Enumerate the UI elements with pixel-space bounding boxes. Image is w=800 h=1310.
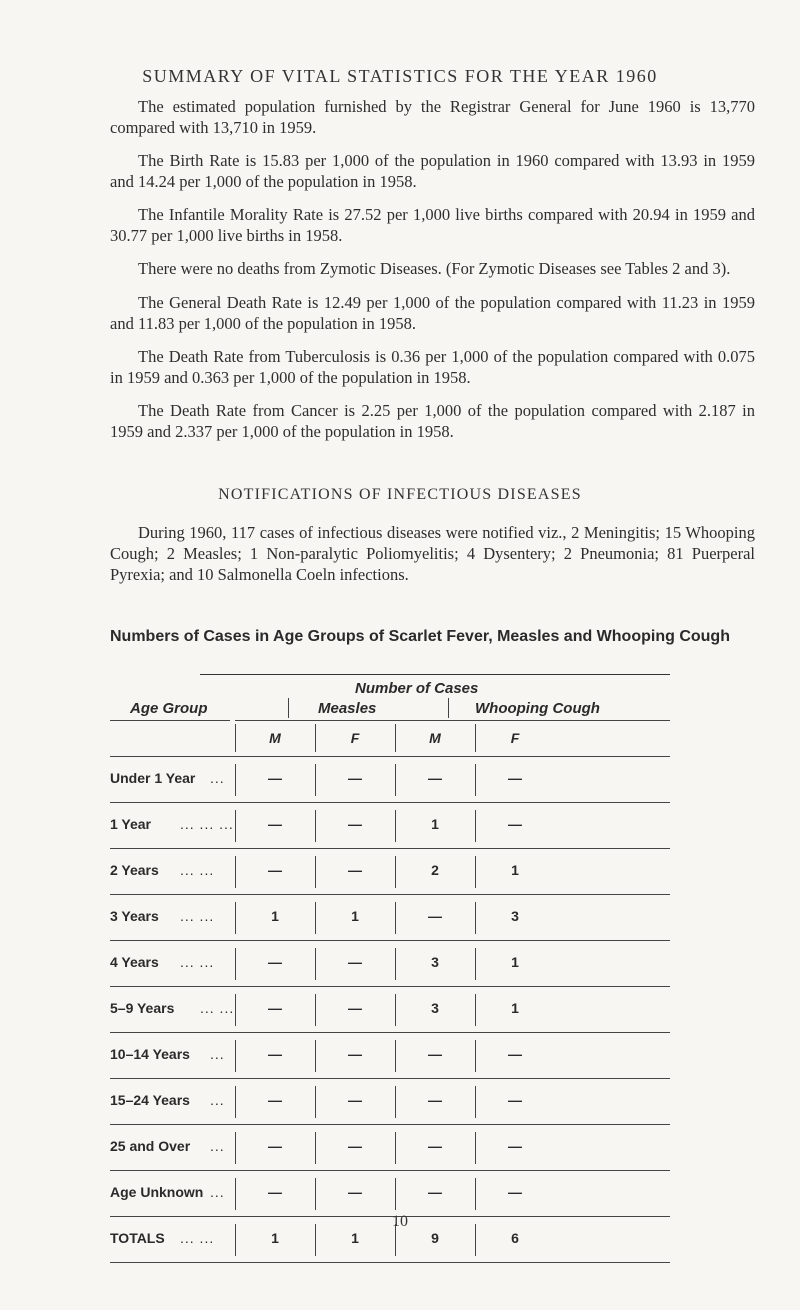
notifications-heading: NOTIFICATIONS OF INFECTIOUS DISEASES: [218, 486, 582, 503]
col-divider: [235, 1086, 236, 1118]
col-divider: [395, 1086, 396, 1118]
col-divider: [395, 856, 396, 888]
col-divider: [475, 1040, 476, 1072]
table-cell: —: [268, 1092, 282, 1108]
table-row: [110, 1124, 670, 1170]
measles-male-heading: M: [269, 730, 281, 746]
col-divider: [395, 724, 396, 752]
table-cell: —: [268, 816, 282, 832]
col-divider: [315, 1086, 316, 1118]
age-group-label: Age Unknown: [110, 1184, 204, 1200]
leader-dots: ... ...: [200, 1000, 235, 1016]
col-divider: [315, 1040, 316, 1072]
col-divider: [315, 1132, 316, 1164]
age-group-label: 1 Year: [110, 816, 152, 832]
table-cell: 1: [351, 1230, 359, 1246]
table-cell: —: [348, 1000, 362, 1016]
col-divider: [235, 1178, 236, 1210]
col-divider: [395, 810, 396, 842]
leader-dots: ... ...: [180, 862, 215, 878]
table-cell: —: [508, 1184, 522, 1200]
general-death-rate-paragraph: The General Death Rate is 12.49 per 1,000 of the population compared with 11.23 in 1959 and 11.83 per 1,000 of the population in 1958.: [110, 293, 755, 333]
table-cell: 1: [511, 862, 519, 878]
table-cell: —: [508, 1046, 522, 1062]
col-divider: [395, 1132, 396, 1164]
table-cell: —: [348, 816, 362, 832]
table-cell: —: [268, 1138, 282, 1154]
table-caption: Numbers of Cases in Age Groups of Scarlet Fever, Measles and Whooping Cough: [110, 628, 730, 645]
col-divider: [475, 1132, 476, 1164]
leader-dots: ... ...: [180, 1230, 215, 1246]
table-cell: 3: [511, 908, 519, 924]
leader-dots: ...: [210, 1092, 225, 1108]
age-group-label: Under 1 Year: [110, 770, 196, 786]
age-group-label: TOTALS: [110, 1230, 165, 1246]
table-cell: —: [268, 1184, 282, 1200]
age-group-label: 5–9 Years: [110, 1000, 175, 1016]
age-group-heading: Age Group: [130, 700, 208, 717]
table-cell: —: [428, 1092, 442, 1108]
table-cell: —: [428, 770, 442, 786]
population-paragraph: The estimated population furnished by the Registrar General for June 1960 is 13,770 compared with 13,710 in 1959.: [110, 97, 755, 137]
table-cell: —: [508, 1092, 522, 1108]
col-divider: [475, 764, 476, 796]
header-divider: [288, 698, 289, 718]
table-cell: 1: [511, 954, 519, 970]
table-cell: 3: [431, 954, 439, 970]
table-cell: —: [268, 1000, 282, 1016]
table-cell: —: [268, 1046, 282, 1062]
col-divider: [315, 948, 316, 980]
table-cell: 2: [431, 862, 439, 878]
col-divider: [475, 810, 476, 842]
table-row: [110, 894, 670, 940]
table-cell: —: [348, 862, 362, 878]
notifications-paragraph: During 1960, 117 cases of infectious diseases were notified viz., 2 Meningitis; 15 Whooping Cough; 2 Measles; 1 Non-paralytic Poliomyelitis; 4 Dysentery; 2 Pneumonia; 81 Puerperal Pyrexia; and 10 Salmonella Coeln infections.: [110, 523, 755, 584]
col-divider: [395, 902, 396, 934]
table-row: [110, 940, 670, 986]
col-divider: [395, 764, 396, 796]
birth-rate-paragraph: The Birth Rate is 15.83 per 1,000 of the population in 1960 compared with 13.93 in 1959 and 14.24 per 1,000 of the population in 1958.: [110, 151, 755, 191]
table-cell: —: [348, 1092, 362, 1108]
whooping-female-heading: F: [510, 730, 520, 746]
col-divider: [395, 948, 396, 980]
col-divider: [315, 902, 316, 934]
leader-dots: ... ...: [180, 954, 215, 970]
table-row: [110, 1170, 670, 1216]
tuberculosis-paragraph: The Death Rate from Tuberculosis is 0.36 per 1,000 of the population compared with 0.075 in 1959 and 0.363 per 1,000 of the population in 1958.: [110, 347, 755, 387]
table-cell: —: [508, 1138, 522, 1154]
table-cell: —: [428, 908, 442, 924]
col-divider: [475, 1178, 476, 1210]
table-cell: 9: [431, 1230, 439, 1246]
table-row: [110, 986, 670, 1032]
col-divider: [315, 994, 316, 1026]
col-divider: [235, 948, 236, 980]
table-cell: —: [508, 816, 522, 832]
measles-heading: Measles: [318, 700, 377, 717]
age-group-label: 3 Years: [110, 908, 159, 924]
table-cell: —: [508, 770, 522, 786]
table-top-rule: [200, 674, 670, 675]
col-divider: [235, 1040, 236, 1072]
col-divider: [235, 764, 236, 796]
table-cell: —: [268, 770, 282, 786]
col-divider: [235, 994, 236, 1026]
leader-dots: ... ...: [180, 908, 215, 924]
table-cell: —: [348, 1138, 362, 1154]
leader-dots: ...: [210, 1046, 225, 1062]
table-cell: 1: [271, 1230, 279, 1246]
row-rule: [110, 1262, 670, 1263]
col-divider: [475, 724, 476, 752]
col-divider: [235, 724, 236, 752]
whooping-cough-heading: Whooping Cough: [475, 700, 600, 717]
table-cell: —: [268, 954, 282, 970]
col-divider: [315, 724, 316, 752]
page-number: 10: [392, 1213, 408, 1230]
leader-dots: ... ... ...: [180, 816, 234, 832]
col-divider: [315, 764, 316, 796]
table-row: [110, 1078, 670, 1124]
col-divider: [315, 856, 316, 888]
whooping-male-heading: M: [429, 730, 441, 746]
table-cell: 1: [511, 1000, 519, 1016]
table-row: [110, 1032, 670, 1078]
col-divider: [475, 856, 476, 888]
table-cell: —: [348, 954, 362, 970]
col-divider: [475, 994, 476, 1026]
col-divider: [235, 810, 236, 842]
table-cell: 1: [271, 908, 279, 924]
zymotic-paragraph: There were no deaths from Zymotic Diseases. (For Zymotic Diseases see Tables 2 and 3).: [138, 259, 731, 278]
col-divider: [475, 948, 476, 980]
table-row: [110, 802, 670, 848]
age-group-label: 4 Years: [110, 954, 159, 970]
infantile-mortality-paragraph: The Infantile Morality Rate is 27.52 per 1,000 live births compared with 20.94 in 1959 and 30.77 per 1,000 live births in 1958.: [110, 205, 755, 245]
age-group-label: 25 and Over: [110, 1138, 191, 1154]
header-divider: [448, 698, 449, 718]
leader-dots: ...: [210, 1138, 225, 1154]
table-cell: 6: [511, 1230, 519, 1246]
leader-dots: ...: [210, 770, 225, 786]
page-title: SUMMARY OF VITAL STATISTICS FOR THE YEAR 1960: [142, 66, 658, 86]
table-cell: 1: [431, 816, 439, 832]
table-cell: 1: [351, 908, 359, 924]
age-group-label: 2 Years: [110, 862, 159, 878]
table-row: [110, 848, 670, 894]
col-divider: [315, 810, 316, 842]
col-divider: [395, 1040, 396, 1072]
sex-header-row: [110, 720, 670, 756]
table-cell: —: [348, 770, 362, 786]
col-divider: [475, 1086, 476, 1118]
number-of-cases-heading: Number of Cases: [355, 680, 479, 697]
col-divider: [395, 1178, 396, 1210]
col-divider: [395, 994, 396, 1026]
table-cell: —: [348, 1046, 362, 1062]
measles-female-heading: F: [350, 730, 360, 746]
col-divider: [475, 902, 476, 934]
age-group-label: 10–14 Years: [110, 1046, 190, 1062]
table-row: [110, 756, 670, 802]
table-cell: —: [428, 1184, 442, 1200]
col-divider: [235, 1132, 236, 1164]
col-divider: [235, 902, 236, 934]
table-cell: —: [428, 1138, 442, 1154]
leader-dots: ...: [210, 1184, 225, 1200]
cancer-paragraph: The Death Rate from Cancer is 2.25 per 1,000 of the population compared with 2.187 in 1959 and 2.337 per 1,000 of the population in 1958.: [110, 401, 755, 441]
table-cell: —: [428, 1046, 442, 1062]
table-cell: —: [268, 862, 282, 878]
table-cell: 3: [431, 1000, 439, 1016]
table-cell: —: [348, 1184, 362, 1200]
col-divider: [235, 856, 236, 888]
col-divider: [315, 1178, 316, 1210]
age-group-label: 15–24 Years: [110, 1092, 190, 1108]
